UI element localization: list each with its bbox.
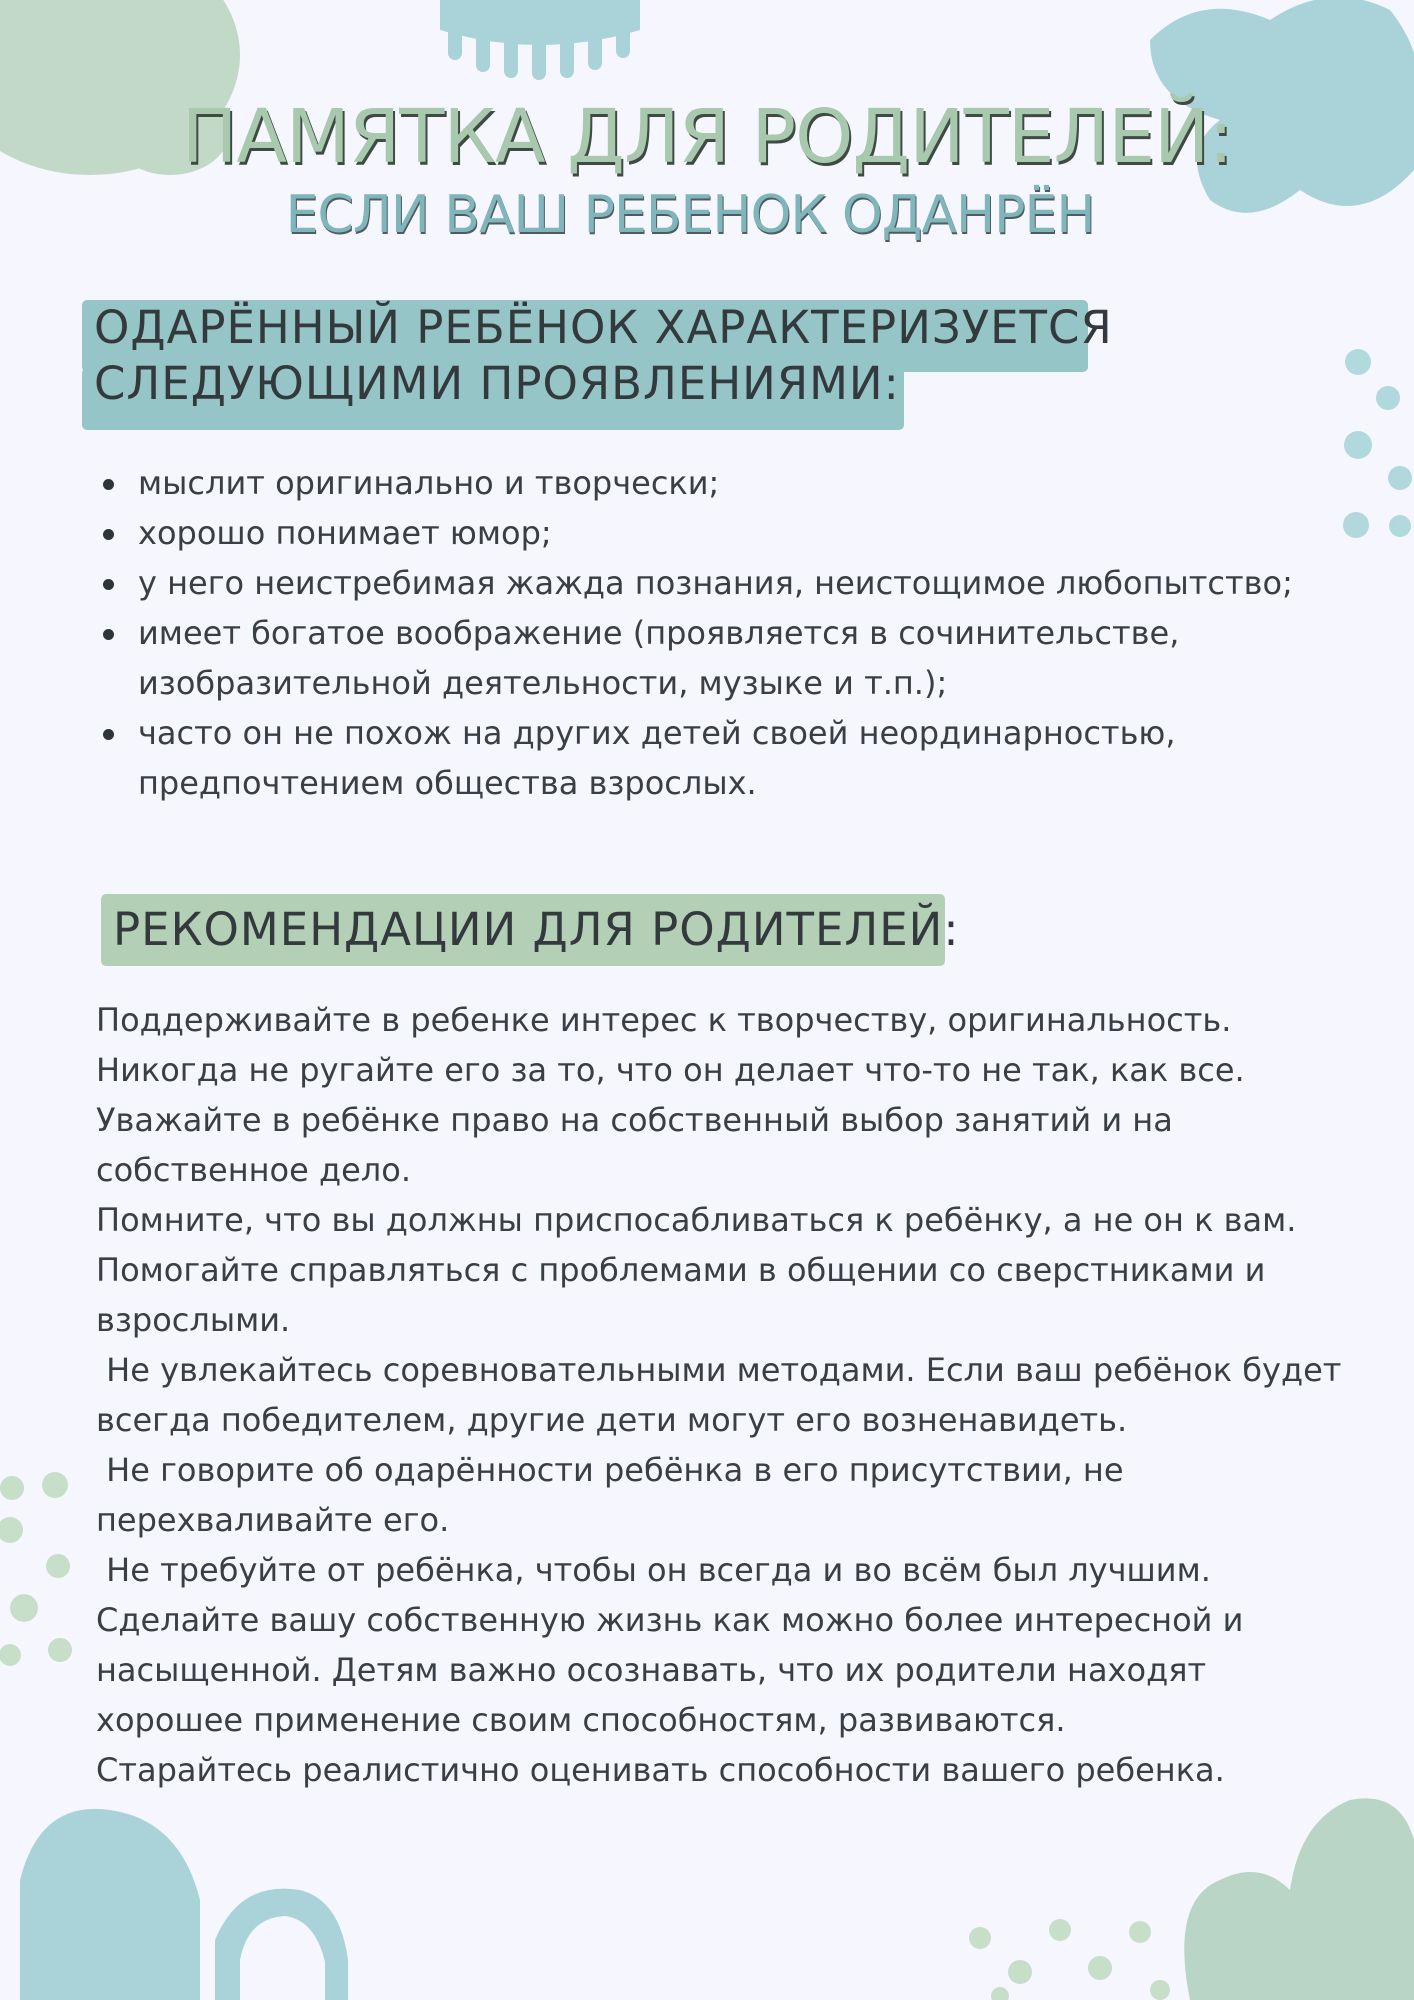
bullet-icon [103,479,114,490]
recommendation-paragraph: Не требуйте от ребёнка, чтобы он всегда и во всём был лучшим. [96,1551,1211,1589]
page-title: ПАМЯТКА ДЛЯ РОДИТЕЛЕЙ: [181,94,1233,180]
recommendation-paragraph: Помогайте справляться с проблемами в общении со сверстниками и взрослыми. [96,1251,1276,1339]
bullet-icon [103,579,114,590]
recommendation-paragraph: Сделайте вашу собственную жизнь как можно более интересной и насыщенной. Детям важно осознавать, что их родители находят хорошее применение своим способностям, развиваются. [96,1601,1254,1739]
traits-heading-line2: СЛЕДУЮЩИМИ ПРОЯВЛЕНИЯМИ: [94,357,900,410]
bullet-icon [103,729,114,740]
page-subtitle: ЕСЛИ ВАШ РЕБЕНОК ОДАНРЁН [285,185,1095,245]
recommendations-heading: РЕКОМЕНДАЦИИ ДЛЯ РОДИТЕЛЕЙ: [113,903,960,956]
recommendation-paragraph: Уважайте в ребёнке право на собственный выбор занятий и на собственное дело. [96,1101,1183,1189]
list-item: мыслит оригинально и творчески; [94,458,1334,508]
recommendation-paragraph: Никогда не ругайте его за то, что он делает что-то не так, как все. [96,1051,1245,1089]
recommendation-paragraph: Не говорите об одарённости ребёнка в его присутствии, не перехваливайте его. [96,1451,1134,1539]
traits-list [94,458,1334,808]
recommendations-text [96,995,1356,1795]
traits-heading-line1: ОДАРЁННЫЙ РЕБЁНОК ХАРАКТЕРИЗУЕТСЯ [94,301,1113,354]
recommendation-paragraph: Помните, что вы должны приспосабливаться к ребёнку, а не он к вам. [96,1201,1297,1239]
recommendation-paragraph: Старайтесь реалистично оценивать способности вашего ребенка. [96,1751,1225,1789]
bullet-icon [103,529,114,540]
recommendation-paragraph: Поддерживайте в ребенке интерес к творчеству, оригинальность. [96,1001,1232,1039]
list-item: имеет богатое воображение (проявляется в сочинительстве, изобразительной деятельности, музыке и т.п.); [94,608,1334,708]
list-item: хорошо понимает юмор; [94,508,1334,558]
traits-heading [94,300,1154,412]
list-item: часто он не похож на других детей своей неординарностью, предпочтением общества взрослых. [94,708,1334,808]
recommendation-paragraph: Не увлекайтесь соревновательными методами. Если ваш ребёнок будет всегда победителем, другие дети могут его возненавидеть. [96,1351,1352,1439]
list-item: у него неистребимая жажда познания, неистощимое любопытство; [94,558,1334,608]
bullet-icon [103,629,114,640]
